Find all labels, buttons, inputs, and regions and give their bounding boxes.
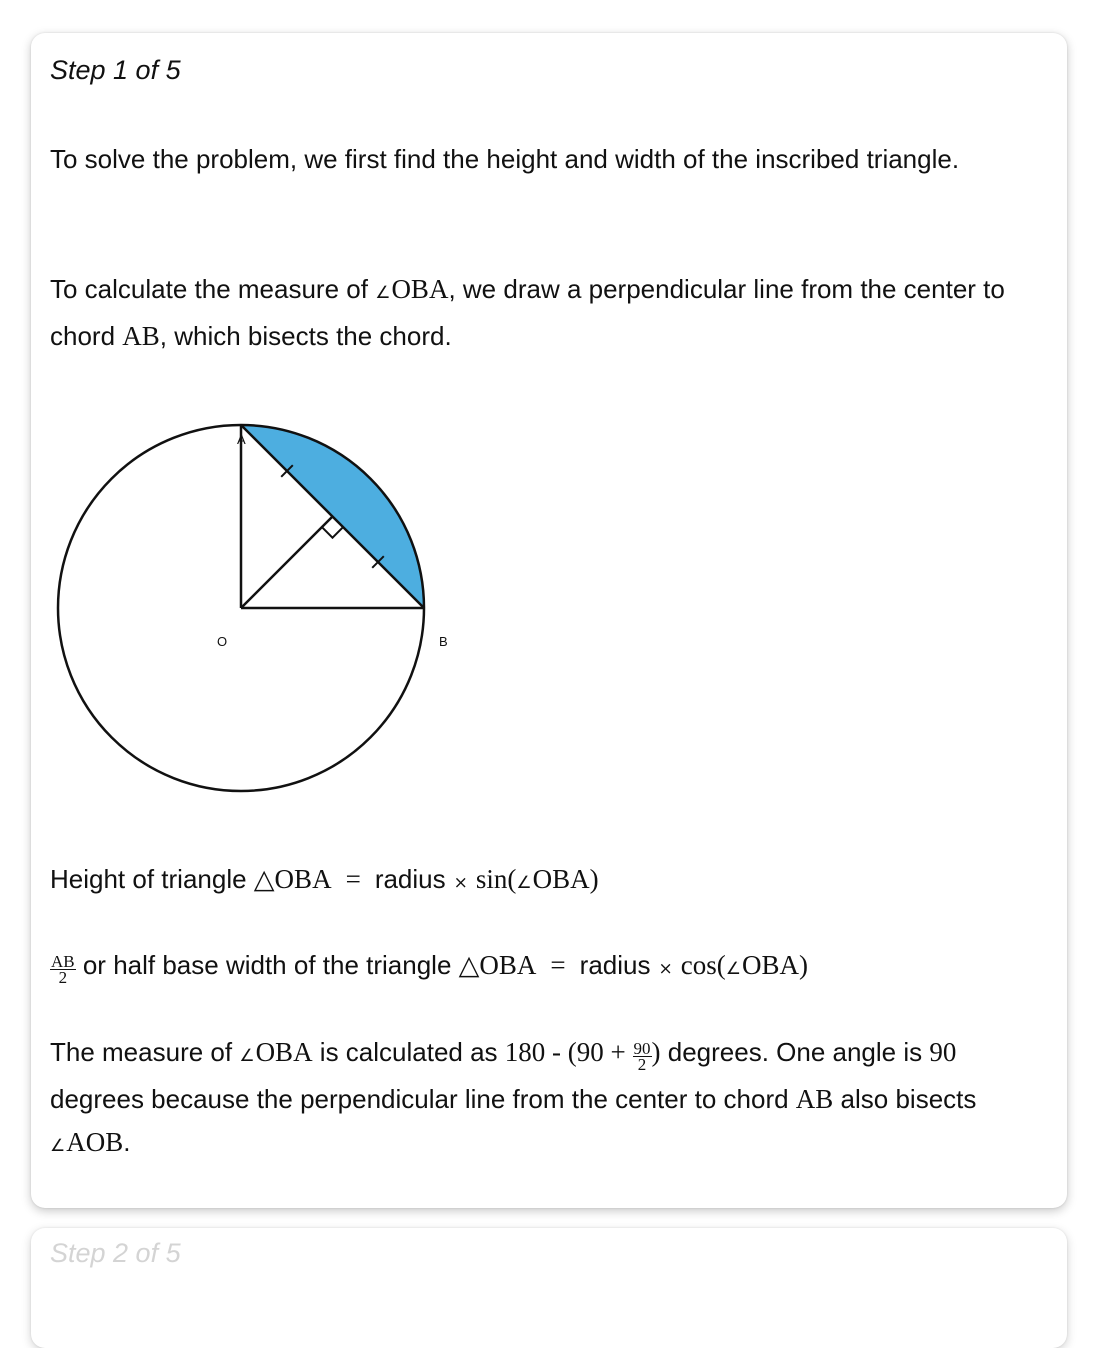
perpendicular-paragraph <box>50 268 1040 358</box>
angle-symbol: ∠ <box>50 1136 66 1156</box>
angle-oba: OBA <box>741 950 799 980</box>
angle-symbol: ∠ <box>375 283 391 303</box>
text: The measure of <box>50 1037 240 1067</box>
fraction-90-over-2 <box>633 1041 652 1072</box>
cos-function: cos( <box>680 950 726 980</box>
angle-oba: OBA <box>532 864 590 894</box>
chord-ab: AB <box>122 321 160 351</box>
step-2-title: Step 2 of 5 <box>50 1238 181 1268</box>
angle-aob: AOB <box>66 1127 124 1157</box>
radius-word: radius <box>374 864 446 894</box>
step-2-card <box>31 1228 1067 1348</box>
chord-ab: AB <box>795 1084 834 1114</box>
close-paren: ) <box>589 864 599 894</box>
text: , which bisects the chord. <box>159 321 452 351</box>
height-equation <box>50 858 1040 905</box>
text: To calculate the measure of <box>50 274 376 304</box>
text: . <box>123 1127 131 1157</box>
step-1-card <box>31 33 1067 1208</box>
width-equation <box>50 944 1040 991</box>
expression-part: 180 - (90 + <box>504 1037 633 1067</box>
circle-diagram <box>51 396 471 806</box>
intro-paragraph <box>50 138 1040 181</box>
text: or half base width of the triangle <box>75 950 459 980</box>
angle-oba: OBA <box>391 274 449 304</box>
angle-oba: OBA <box>255 1037 313 1067</box>
number-90: 90 <box>929 1037 957 1067</box>
text: degrees. One angle is <box>660 1037 930 1067</box>
intro-text: To solve the problem, we first find the height and width of the inscribed triangle. <box>50 144 960 174</box>
text: is calculated as <box>312 1037 505 1067</box>
equals-sign: = <box>550 950 566 980</box>
text: degrees because the perpendicular line from the center to chord <box>50 1084 796 1114</box>
triangle-oba: △OBA <box>253 864 332 894</box>
right-angle-marker <box>322 527 343 538</box>
radius-word: radius <box>579 950 651 980</box>
text: , we draw a perpendicular line from the center to chord <box>50 274 1005 351</box>
perpendicular-line <box>241 517 333 609</box>
text: Height of triangle <box>50 864 254 894</box>
step-1-title: Step 1 of 5 <box>50 55 181 85</box>
triangle-oba: △OBA <box>458 950 537 980</box>
fraction-numerator: 90 <box>633 1039 651 1058</box>
fraction-denominator: 2 <box>58 968 68 987</box>
times-sign: × <box>453 873 468 893</box>
label-o: O <box>217 634 228 649</box>
text: also bisects <box>833 1084 977 1114</box>
times-sign: × <box>658 959 673 979</box>
measure-paragraph <box>50 1031 1040 1168</box>
sin-function: sin( <box>475 864 517 894</box>
close-paren: ) <box>798 950 808 980</box>
angle-symbol: ∠ <box>239 1046 255 1066</box>
equals-sign: = <box>345 864 361 894</box>
fraction-denominator: 2 <box>637 1055 647 1074</box>
label-a: A <box>237 432 246 447</box>
expression-part: ) <box>651 1037 661 1067</box>
label-b: B <box>439 634 448 649</box>
angle-symbol: ∠ <box>725 959 741 979</box>
angle-symbol: ∠ <box>516 873 532 893</box>
fraction-numerator: AB <box>51 952 75 971</box>
fraction-ab-over-2 <box>50 954 76 985</box>
